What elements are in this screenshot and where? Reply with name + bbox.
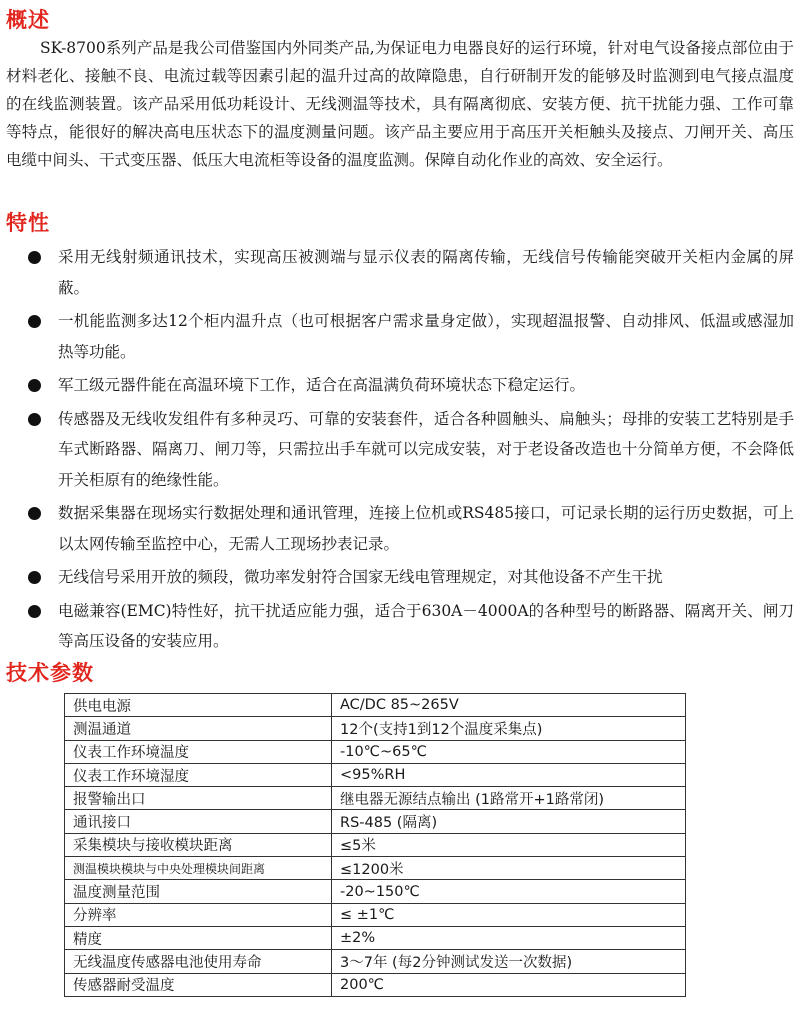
table-row	[65, 717, 686, 740]
specs-table	[64, 693, 686, 997]
spec-value: RS-485 (隔离)	[332, 810, 686, 833]
spec-value: ≤5米	[332, 833, 686, 856]
table-row	[65, 763, 686, 786]
spec-key: 通讯接口	[65, 810, 332, 833]
spec-value: 12个(支持1到12个温度采集点)	[332, 717, 686, 740]
feature-item	[28, 596, 794, 657]
overview-text: SK-8700系列产品是我公司借鉴国内外同类产品,为保证电力电器良好的运行环境，针对电气设备接点部位由于材料老化、接触不良、电流过载等因素引起的温升过高的故障隐患，自行研制开发的能够及时监测到电气接点温度的在线监测装置。该产品采用低功耗设计、无线测温等技术，具有隔离彻底、安装方便、抗干扰能力强、工作可靠等特点，能很好的解决高电压状态下的温度测量问题。该产品主要应用于高压开关柜触头及接点、刀闸开关、高压电缆中间头、干式变压器、低压大电流柜等设备的温度监测。保障自动化作业的高效、安全运行。	[6, 39, 794, 169]
table-row	[65, 833, 686, 856]
spec-key: 报警输出口	[65, 787, 332, 810]
table-row	[65, 857, 686, 880]
feature-item	[28, 404, 794, 496]
table-row	[65, 973, 686, 996]
feature-item	[28, 562, 794, 593]
feature-text: 一机能监测多达12个柜内温升点（也可根据客户需求量身定做），实现超温报警、自动排风、低温或感湿加热等功能。	[58, 312, 794, 361]
bullet-icon	[28, 315, 41, 328]
table-row	[65, 950, 686, 973]
table-row	[65, 740, 686, 763]
spec-key: 仪表工作环境湿度	[65, 763, 332, 786]
table-row	[65, 694, 686, 717]
spec-value: 3～7年 (每2分钟测试发送一次数据)	[332, 950, 686, 973]
bullet-icon	[28, 507, 41, 520]
spec-key: 采集模块与接收模块距离	[65, 833, 332, 856]
table-row	[65, 903, 686, 926]
feature-text: 电磁兼容(EMC)特性好，抗干扰适应能力强，适合于630A－4000A的各种型号的断路器、隔离开关、闸刀等高压设备的安装应用。	[58, 601, 794, 650]
spec-value: 继电器无源结点输出 (1路常开+1路常闭)	[332, 787, 686, 810]
spec-key: 仪表工作环境温度	[65, 740, 332, 763]
spec-value: -20~150℃	[332, 880, 686, 903]
table-row	[65, 926, 686, 949]
feature-item	[28, 370, 794, 401]
feature-item	[28, 498, 794, 559]
feature-text: 无线信号采用开放的频段，微功率发射符合国家无线电管理规定，对其他设备不产生干扰	[58, 568, 663, 586]
spec-key: 测温通道	[65, 717, 332, 740]
feature-item	[28, 242, 794, 303]
spec-key: 传感器耐受温度	[65, 973, 332, 996]
spec-value: AC/DC 85~265V	[332, 694, 686, 717]
bullet-icon	[28, 251, 41, 264]
bullet-icon	[28, 379, 41, 392]
spec-key: 温度测量范围	[65, 880, 332, 903]
spec-value: <95%RH	[332, 763, 686, 786]
feature-item	[28, 306, 794, 367]
overview-heading: 概述	[6, 8, 50, 32]
feature-text: 军工级元器件能在高温环境下工作，适合在高温满负荷环境状态下稳定运行。	[58, 376, 586, 394]
table-row	[65, 810, 686, 833]
features-list	[28, 242, 794, 660]
spec-key: 无线温度传感器电池使用寿命	[65, 950, 332, 973]
spec-key: 测温模块模块与中央处理模块间距离	[65, 857, 332, 880]
spec-key: 精度	[65, 926, 332, 949]
spec-value: ≤1200米	[332, 857, 686, 880]
table-row	[65, 787, 686, 810]
spec-value: ≤ ±1℃	[332, 903, 686, 926]
feature-text: 数据采集器在现场实行数据处理和通讯管理，连接上位机或RS485接口，可记录长期的运行历史数据，可上以太网传输至监控中心，无需人工现场抄表记录。	[58, 504, 794, 553]
specs-heading: 技术参数	[6, 661, 94, 685]
bullet-icon	[28, 413, 41, 426]
spec-value: ±2%	[332, 926, 686, 949]
spec-key: 分辨率	[65, 903, 332, 926]
overview-paragraph	[6, 34, 794, 174]
spec-key: 供电电源	[65, 694, 332, 717]
features-heading: 特性	[6, 211, 50, 235]
spec-value: -10℃~65℃	[332, 740, 686, 763]
bullet-icon	[28, 605, 41, 618]
bullet-icon	[28, 571, 41, 584]
feature-text: 采用无线射频通讯技术，实现高压被测端与显示仪表的隔离传输，无线信号传输能突破开关柜内金属的屏蔽。	[58, 248, 794, 297]
feature-text: 传感器及无线收发组件有多种灵巧、可靠的安装套件，适合各种圆触头、扁触头；母排的安装工艺特别是手车式断路器、隔离刀、闸刀等，只需拉出手车就可以完成安装，对于老设备改造也十分简单方便，不会降低开关柜原有的绝缘性能。	[58, 409, 794, 489]
spec-value: 200℃	[332, 973, 686, 996]
table-row	[65, 880, 686, 903]
